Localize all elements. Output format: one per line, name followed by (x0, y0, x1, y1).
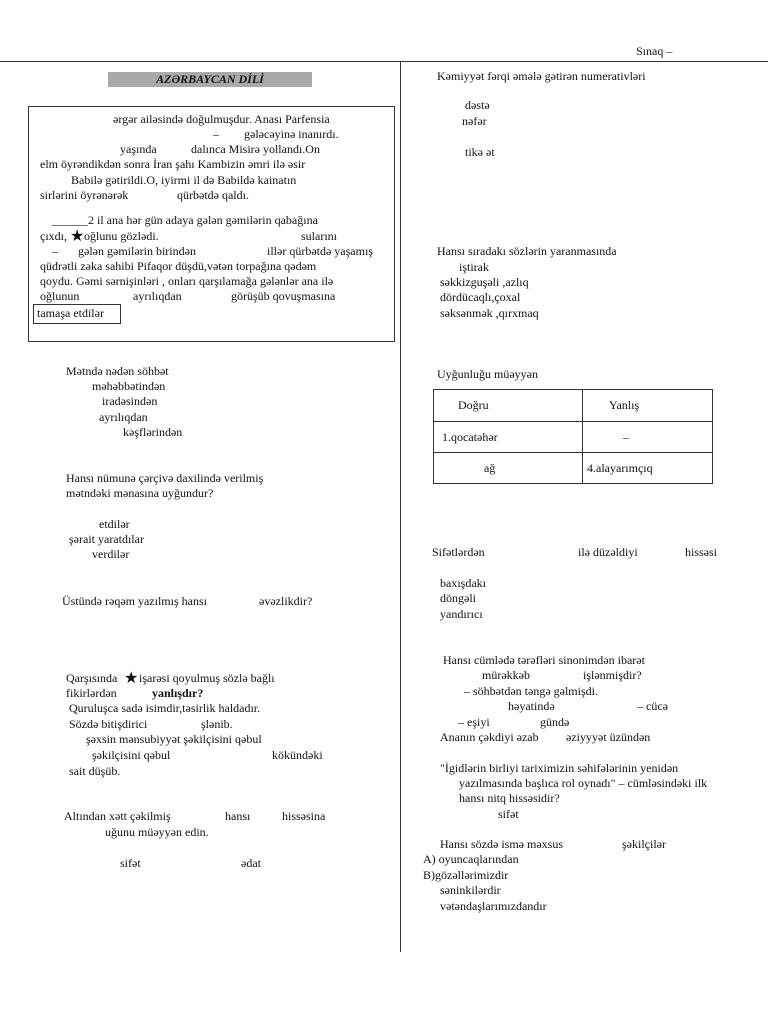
passage-line: qürbətdə qaldı. (177, 188, 249, 202)
question-stem: "İgidlərin birliyi tariximizin səhifələrinin yenidən (440, 761, 679, 775)
column-divider (400, 62, 401, 952)
answer-option: əziyyyət üzündən (566, 730, 651, 744)
question-stem: uğunu müəyyən edin. (105, 825, 209, 839)
answer-option: vətəndaşlarımızdandır (440, 899, 547, 913)
question-stem: şəkilçilər (622, 837, 666, 851)
question-stem: hissəsina (282, 809, 326, 823)
answer-option: iştirak (459, 260, 489, 274)
passage-line: dalınca Misirə yollandı.On (191, 142, 320, 156)
answer-option: ədat (241, 856, 261, 870)
question-stem: Hansı cümlədə tərəfləri sinonimdən ibarət (443, 653, 645, 667)
answer-option: yandırıcı (440, 607, 483, 621)
table-cell: 1.qocatəhər (434, 422, 583, 453)
passage-line: sularını (301, 229, 337, 243)
answer-option: Ananın çəkdiyi əzab (440, 730, 539, 744)
table-cell: ağ (434, 453, 583, 484)
question-stem: mətndəki mənasına uyğundur? (66, 486, 214, 500)
passage-line: çıxdı, (40, 229, 67, 243)
question-stem: Kəmiyyət fərqi əmələ gətirən numerativləri (437, 69, 646, 83)
question-stem-emphasis: yanlışdır? (152, 686, 204, 700)
passage-line: ərgər ailəsində doğulmuşdur. Anası Parfensia (113, 112, 330, 126)
star-icon: ★ (124, 670, 139, 687)
answer-option: sifət (498, 807, 519, 821)
passage-line: sirlərini öyrənərək (40, 188, 129, 202)
answer-option: dördücaqlı,çoxal (440, 290, 521, 304)
question-stem: mürəkkəb (482, 668, 530, 682)
answer-option: şərait yaratdılar (69, 532, 144, 546)
question-stem: işlənmişdir? (583, 668, 642, 682)
answer-option: Quruluşca sadə isimdir,təsirlik haldadır. (69, 701, 261, 715)
exam-header-label: Sınaq – (636, 44, 673, 58)
question-stem: Üstündə rəqəm yazılmış hansı (62, 594, 207, 608)
question-stem: yazılmasında başlıca rol oynadı" – cümləsindəki ilk (459, 776, 708, 790)
passage-line: gələcəyinə inanırdı. (244, 127, 339, 141)
answer-option: Sözdə bitişdirici (69, 717, 148, 731)
answer-option: səksənmək ,qırxmaq (440, 306, 539, 320)
question-stem: Hansı nümunə çərçivə daxilində verilmiş (66, 471, 264, 485)
answer-option: verdilər (92, 547, 130, 561)
question-stem: Mətndə nədən söhbət (66, 364, 169, 378)
question-stem: hissəsi (685, 545, 718, 559)
question-stem: işarəsi qoyulmuş sözlə bağlı (139, 671, 275, 685)
answer-option: dəstə (465, 98, 490, 112)
answer-option: – söhbətdən təngə gəlmişdi. (464, 684, 598, 698)
answer-option: sait düşüb. (69, 764, 121, 778)
passage-line: oğlunun (40, 289, 80, 303)
table-header-wrong: Yanlış (583, 390, 713, 422)
section-title: AZƏRBAYCAN DİLİ (108, 72, 312, 87)
question-stem: ilə düzəldiyi (578, 545, 638, 559)
answer-option: baxışdakı (440, 576, 486, 590)
passage-line: – (213, 127, 219, 141)
answer-option: şəxsin mənsubiyyət şəkilçisini qəbul (86, 732, 262, 746)
answer-option: döngəli (440, 591, 476, 605)
matching-table (433, 389, 713, 484)
passage-line: qoydu. Gəmi sərnişinləri , onları qarşılamağa gələnlər ana ilə (40, 274, 334, 288)
answer-option: etdilər (99, 517, 130, 531)
answer-option: sifət (120, 856, 141, 870)
answer-option: – eşiyi (458, 715, 490, 729)
passage-line: elm öyrəndikdən sonra İran şahı Kambizin əmri ilə əsir (40, 157, 306, 171)
answer-option: A) oyuncaqlarından (423, 852, 519, 866)
answer-option: iradəsindən (102, 394, 158, 408)
question-stem: Hansı sıradakı sözlərin yaranmasında (437, 244, 617, 258)
question-stem: hansı (225, 809, 251, 823)
passage-line: qüdrətli zəka sahibi Pifaqor düşdü,vətən torpağına qədəm (40, 259, 317, 273)
question-stem: Uyğunluğu müəyyən (437, 367, 538, 381)
question-stem: Hansı sözdə ismə məxsus (440, 837, 563, 851)
answer-option: səkkizguşəli ,azlıq (440, 275, 529, 289)
answer-option: səninkilərdir (440, 883, 501, 897)
passage-line: görüşüb qovuşmasına (231, 289, 336, 303)
passage-line: gələn gəmilərin birindən (78, 244, 196, 258)
table-cell: 4.alayarımçıq (583, 453, 713, 484)
question-stem: əvəzlikdir? (259, 594, 313, 608)
passage-line: Babilə gətirildi.O, iyirmi il də Babildə kainatın (71, 173, 297, 187)
passage-line: oğlunu gözlədi. (84, 229, 159, 243)
header-divider (0, 61, 768, 62)
boxed-phrase: tamaşa etdilər (37, 306, 104, 320)
passage-line: yaşında (120, 142, 157, 156)
question-stem: hansı nitq hissəsidir? (459, 791, 560, 805)
passage-line: ______2 il ana hər gün adaya gələn gəmilərin qabağına (52, 213, 318, 227)
answer-option: şəkilçisini qəbul (92, 748, 171, 762)
passage-line: illər qürbətdə yaşamış (267, 244, 373, 258)
question-stem: fikirlərdən (66, 686, 117, 700)
answer-option: həyatində (508, 699, 555, 713)
answer-option: – cücə (637, 699, 668, 713)
question-stem: Qarşısında (66, 671, 118, 685)
answer-option: şlənib. (201, 717, 233, 731)
answer-option: tikə ət (465, 145, 495, 159)
answer-option: nəfər (462, 114, 487, 128)
answer-option: məhəbbətindən (92, 379, 166, 393)
answer-option: gündə (540, 715, 570, 729)
passage-line: ayrılıqdan (133, 289, 182, 303)
answer-option: B)gözəllərimizdir (423, 868, 509, 882)
answer-option: ayrılıqdan (99, 410, 148, 424)
answer-option: kökündəki (272, 748, 323, 762)
table-cell: – (583, 422, 713, 453)
question-stem: Altından xətt çəkilmiş (64, 809, 171, 823)
answer-option: kəşflərindən (123, 425, 183, 439)
question-stem: Sifətlərdən (432, 545, 485, 559)
star-icon: ★ (70, 228, 85, 245)
passage-line: – (52, 244, 58, 258)
table-header-correct: Doğru (434, 390, 583, 422)
